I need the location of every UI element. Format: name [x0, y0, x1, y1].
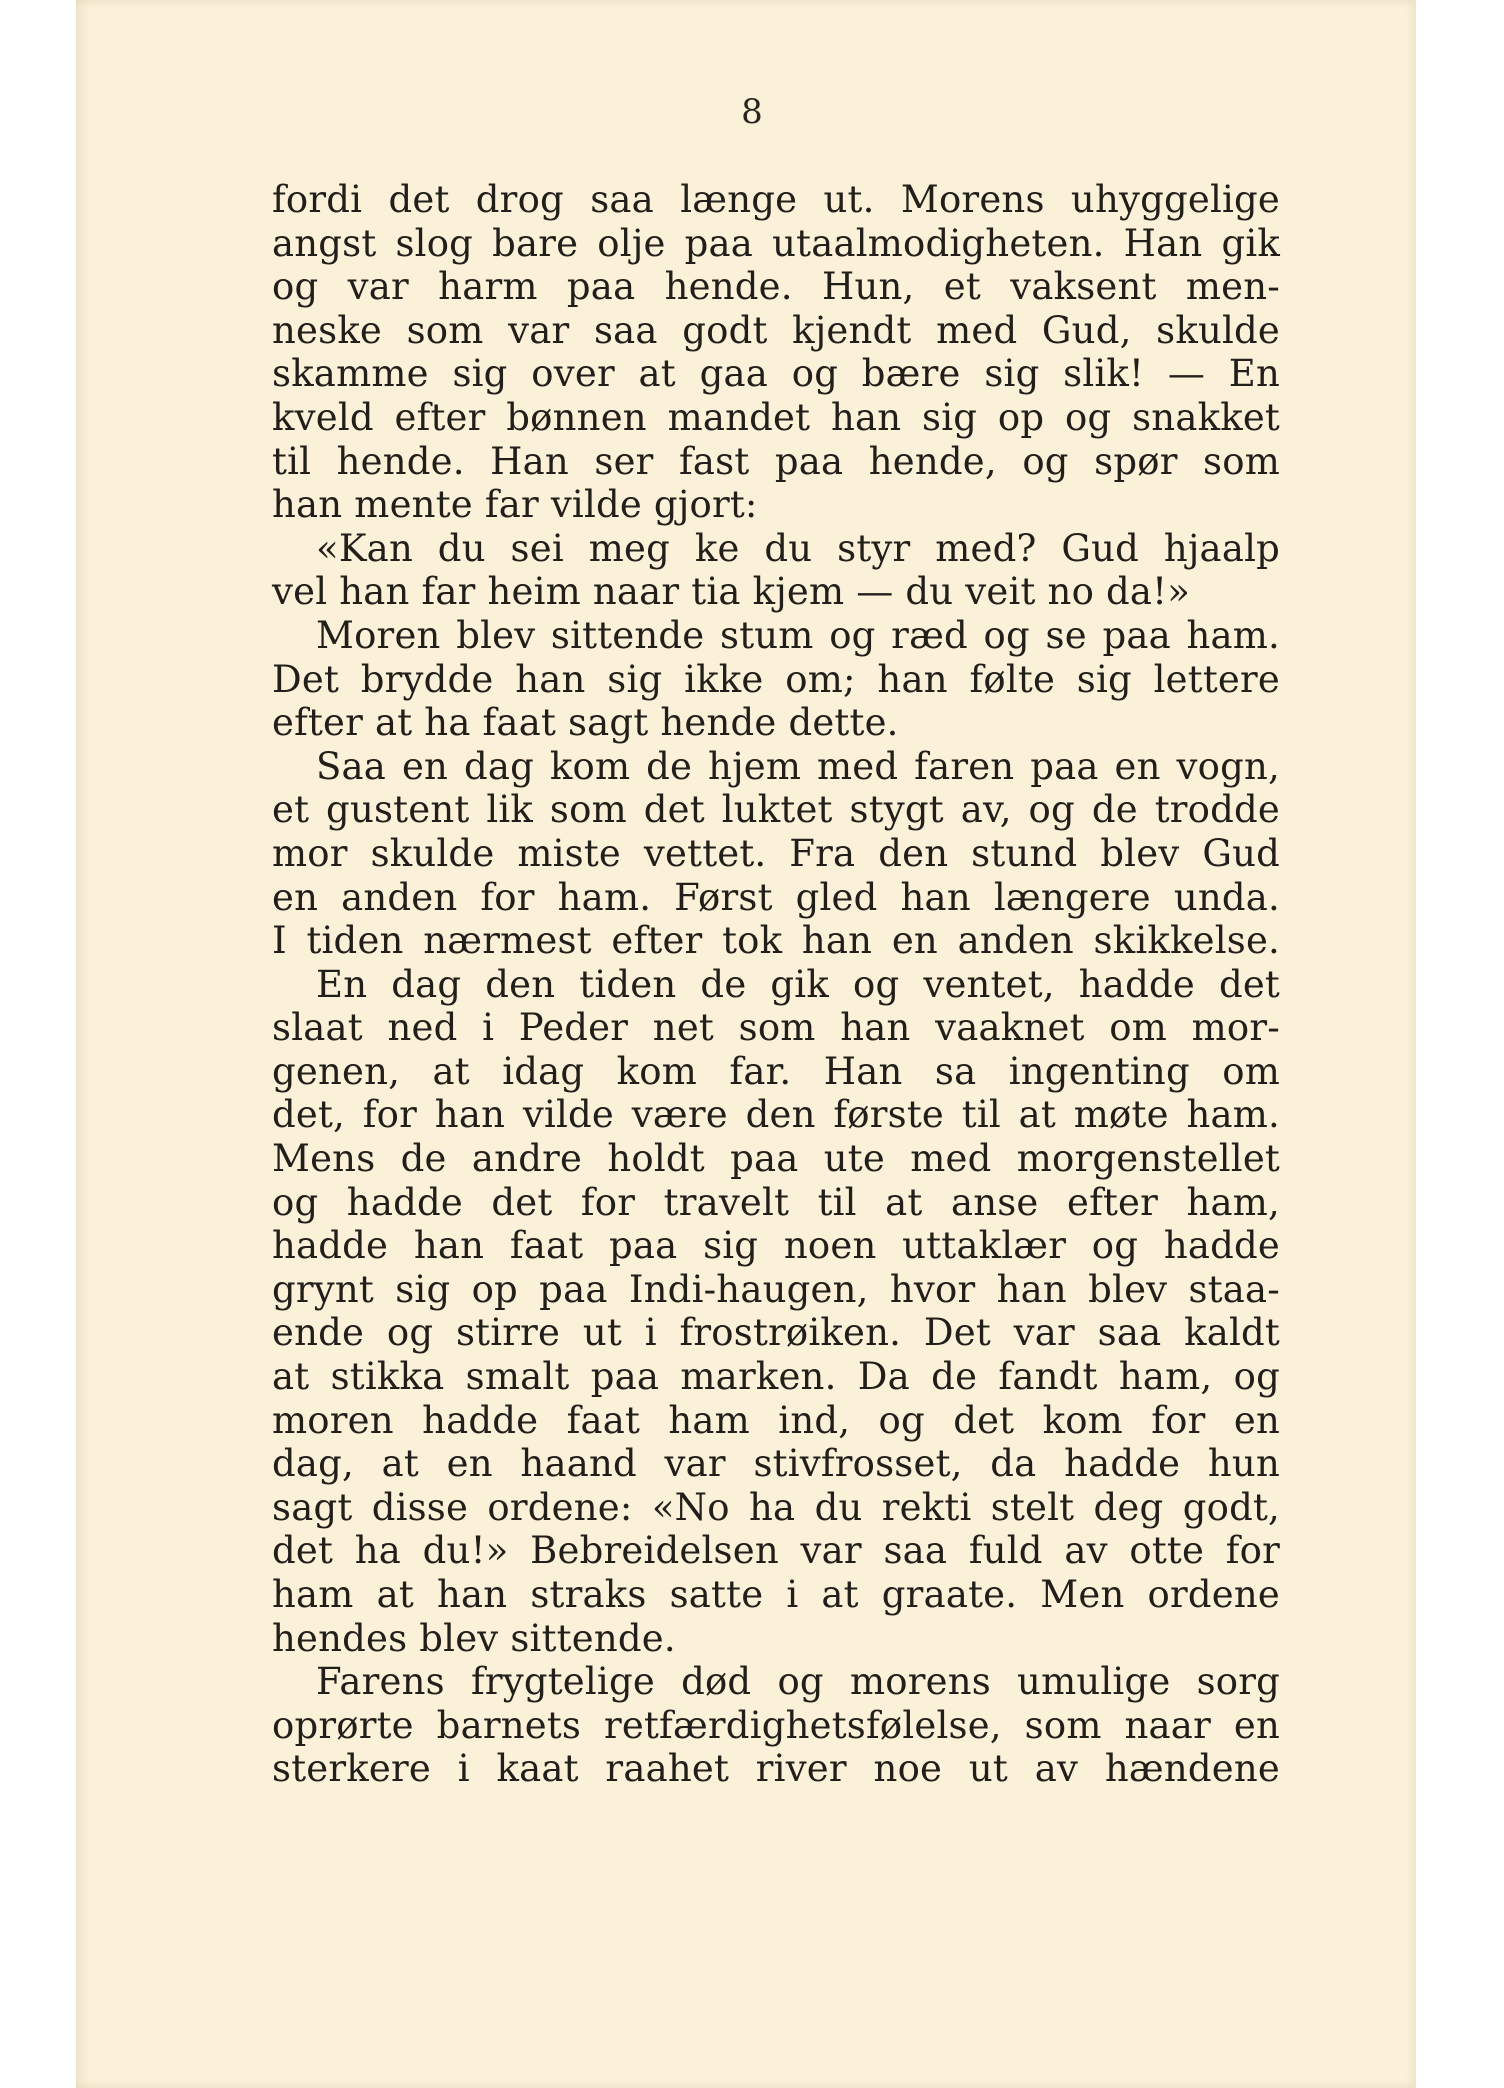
text-line: dag, at en haand var stivfrosset, da hadde hun — [272, 1442, 1280, 1486]
text-line: sagt disse ordene: «No ha du rekti stelt deg godt, — [272, 1485, 1280, 1529]
text-line: et gustent lik som det luktet stygt av, og de trodde — [272, 788, 1280, 832]
text-line: Det brydde han sig ikke om; han følte sig lettere — [272, 657, 1280, 701]
page-number: 8 — [741, 92, 763, 132]
text-line: grynt sig op paa Indi-haugen, hvor han blev staa- — [272, 1267, 1280, 1311]
text-line: hadde han faat paa sig noen uttaklær og hadde — [272, 1224, 1280, 1268]
text-line: en anden for ham. Først gled han længere unda. — [272, 875, 1280, 919]
text-line: «Kan du sei meg ke du styr med? Gud hjaalp — [316, 526, 1280, 570]
body-text — [272, 178, 1280, 1791]
text-line: sterkere i kaat raahet river noe ut av hændene — [272, 1747, 1280, 1791]
text-line: genen, at idag kom far. Han sa ingenting om — [272, 1049, 1280, 1093]
text-line: oprørte barnets retfærdighetsfølelse, som naar en — [272, 1703, 1280, 1747]
text-line: til hende. Han ser fast paa hende, og spør som — [272, 439, 1280, 483]
text-line: hendes blev sittende. — [272, 1616, 676, 1660]
text-line: det, for han vilde være den første til at møte ham. — [272, 1093, 1280, 1137]
text-line: I tiden nærmest efter tok han en anden skikkelse. — [272, 919, 1280, 963]
text-line: Farens frygtelige død og morens umulige sorg — [316, 1660, 1280, 1704]
text-line: neske som var saa godt kjendt med Gud, skulde — [272, 308, 1280, 352]
text-line: mor skulde miste vettet. Fra den stund blev Gud — [272, 831, 1280, 875]
text-line: efter at ha faat sagt hende dette. — [272, 701, 899, 745]
text-line: angst slog bare olje paa utaalmodigheten. Han gik — [272, 221, 1280, 265]
text-line: En dag den tiden de gik og ventet, hadde det — [316, 962, 1280, 1006]
text-line: Moren blev sittende stum og ræd og se paa ham. — [316, 613, 1280, 657]
text-line: vel han far heim naar tia kjem — du veit no da!» — [272, 570, 1191, 614]
text-line: ham at han straks satte i at graate. Men ordene — [272, 1573, 1280, 1616]
text-line: og var harm paa hende. Hun, et vaksent men- — [272, 265, 1280, 309]
text-line: kveld efter bønnen mandet han sig op og snakket — [272, 395, 1280, 439]
text-line: skamme sig over at gaa og bære sig slik! — En — [272, 352, 1280, 396]
text-line: Saa en dag kom de hjem med faren paa en vogn, — [316, 744, 1280, 788]
text-line: Mens de andre holdt paa ute med morgenstellet — [272, 1137, 1280, 1181]
text-line: ende og stirre ut i frostrøiken. Det var saa kaldt — [272, 1311, 1280, 1355]
text-line: fordi det drog saa længe ut. Morens uhyggelige — [272, 178, 1280, 221]
text-line: han mente far vilde gjort: — [272, 483, 758, 527]
text-line: det ha du!» Bebreidelsen var saa fuld av otte for — [272, 1529, 1280, 1573]
text-line: og hadde det for travelt til at anse efter ham, — [272, 1180, 1280, 1224]
text-line: slaat ned i Peder net som han vaaknet om mor- — [272, 1006, 1280, 1050]
text-line: at stikka smalt paa marken. Da de fandt ham, og — [272, 1355, 1280, 1399]
text-line: moren hadde faat ham ind, og det kom for en — [272, 1398, 1280, 1442]
